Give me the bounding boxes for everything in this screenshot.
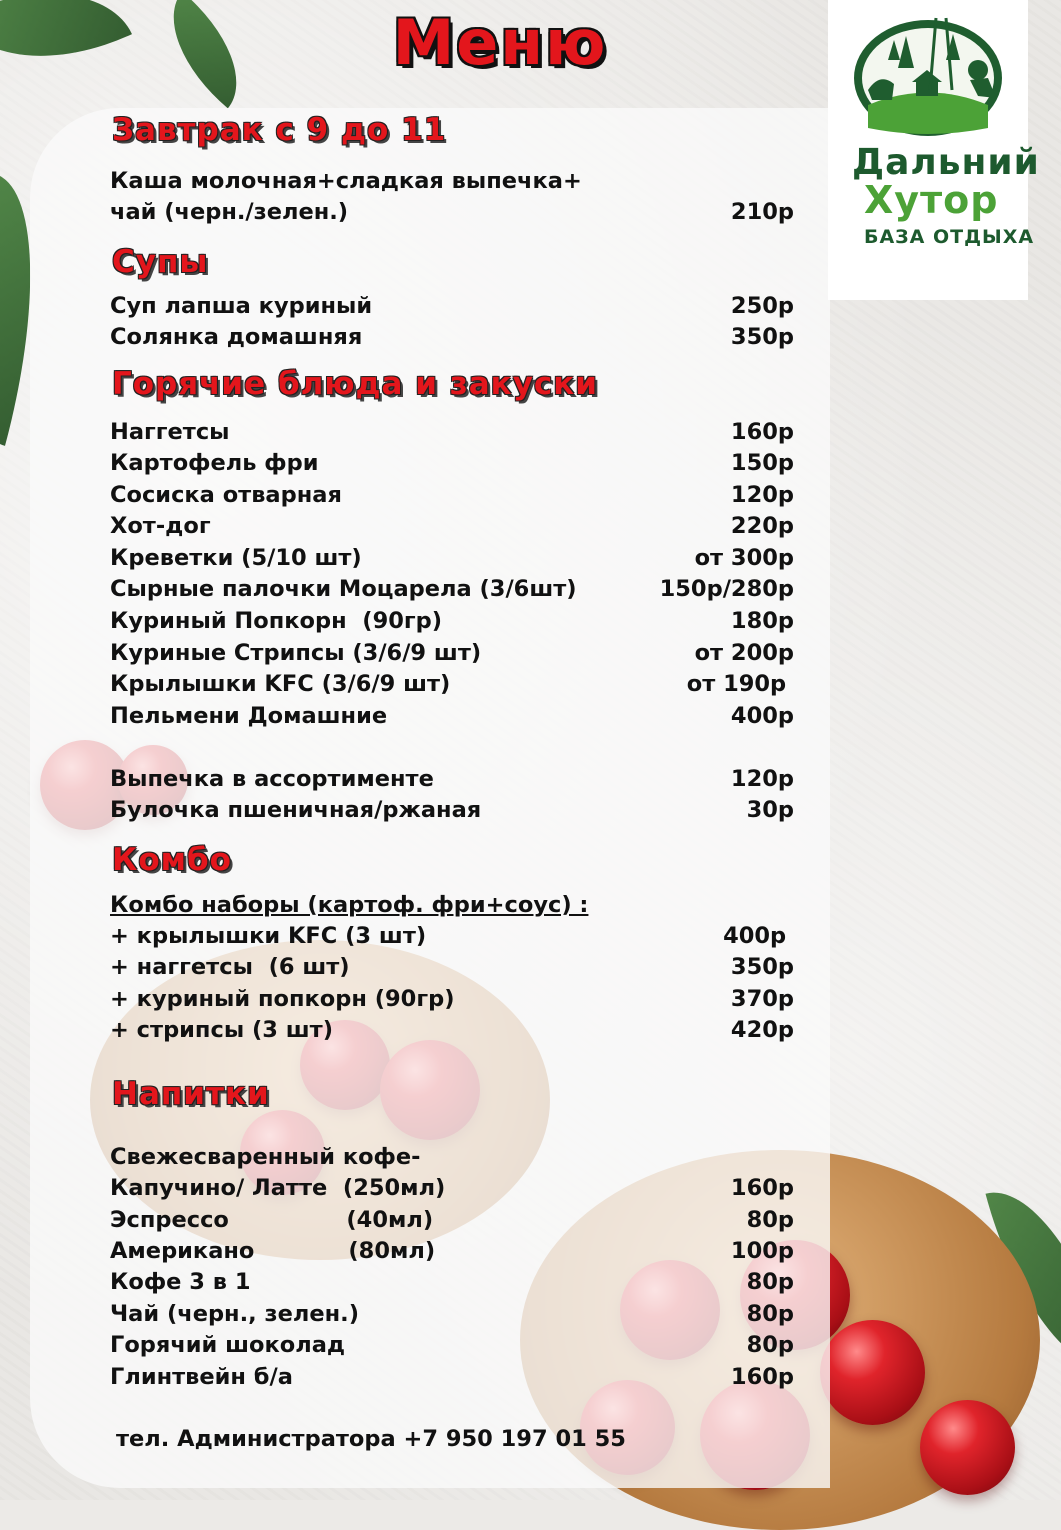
menu-item [110,1299,794,1330]
item-name: Сосиска отварная [110,482,342,508]
menu-item [110,1015,794,1046]
menu-item [110,1267,794,1298]
item-price: 370р [730,986,794,1012]
combo-subtitle: Комбо наборы (картоф. фри+соус) : [110,892,589,918]
menu-item [110,417,794,448]
menu-item [110,448,794,479]
item-price: 160р [730,419,794,445]
cherry-decoration [920,1400,1015,1495]
item-name: + куриный попкорн (90гр) [110,986,455,1012]
item-price: 350р [730,954,794,980]
section-title-hot: Горячие блюда и закуски [112,366,599,402]
item-name: Капучино/ Латте (250мл) [110,1175,446,1201]
item-price: 250р [730,293,794,319]
menu-item [110,574,794,605]
item-name: Солянка домашняя [110,324,363,350]
menu-item [110,291,794,322]
item-name: Крылышки KFC (3/6/9 шт) [110,671,451,697]
item-price: 120р [730,482,794,508]
logo-text-line2: Хутор [864,178,999,222]
item-name: Сырные палочки Моцарела (3/6шт) [110,576,577,602]
item-price: 80р [746,1207,794,1233]
item-name: Горячий шоколад [110,1332,346,1358]
menu-item [110,764,794,795]
item-name: Свежесваренный кофе- [110,1144,421,1170]
item-price: 400р [723,923,794,949]
section-title-drinks: Напитки [112,1076,270,1112]
item-price: 150р [730,450,794,476]
menu-item [110,984,794,1015]
item-price: 80р [746,1269,794,1295]
item-price: от 200р [694,640,794,666]
item-price: 350р [730,324,794,350]
footer-phone: тел. Администратора +7 950 197 01 55 [116,1426,626,1452]
item-name: Картофель фри [110,450,319,476]
item-name: Куриный Попкорн (90гр) [110,608,443,634]
item-name: Креветки (5/10 шт) [110,545,362,571]
logo-text-line3: БАЗА ОТДЫХА [864,226,1035,248]
item-name: + стрипсы (3 шт) [110,1017,333,1043]
item-name: чай (черн./зелен.) [110,199,349,225]
item-price: 100р [730,1238,794,1264]
menu-item [110,197,794,228]
item-name: Куриные Стрипсы (3/6/9 шт) [110,640,482,666]
item-price: 220р [730,513,794,539]
item-name: Эспрессо (40мл) [110,1207,434,1233]
menu-item [110,1205,794,1236]
item-name: Пельмени Домашние [110,703,388,729]
item-price: 30р [746,797,794,823]
item-price: 400р [730,703,794,729]
menu-item [110,322,794,353]
menu-item [110,638,794,669]
menu-item [110,1173,794,1204]
menu-item [110,511,794,542]
cherry-decoration [820,1320,925,1425]
menu-item [110,1142,794,1173]
item-price: 160р [730,1175,794,1201]
menu-item [110,795,794,826]
item-name: + наггетсы (6 шт) [110,954,350,980]
section-title-combo: Комбо [112,842,232,878]
item-price: 150р/280р [659,576,794,602]
menu-item [110,701,794,732]
item-price: 420р [730,1017,794,1043]
item-name: Кофе 3 в 1 [110,1269,251,1295]
item-name: Хот-дог [110,513,211,539]
item-name: Чай (черн., зелен.) [110,1301,359,1327]
item-name: Наггетсы [110,419,230,445]
item-price: 80р [746,1301,794,1327]
item-price: 160р [730,1364,794,1390]
item-name: Выпечка в ассортименте [110,766,434,792]
item-name: Американо (80мл) [110,1238,436,1264]
item-name: + крылышки KFC (3 шт) [110,923,427,949]
item-name: Суп лапша куриный [110,293,373,319]
menu-item [110,166,794,197]
item-price: 80р [746,1332,794,1358]
item-name: Каша молочная+сладкая выпечка+ [110,168,582,194]
menu-item [110,921,794,952]
menu-item [110,1362,794,1393]
item-name: Булочка пшеничная/ржаная [110,797,482,823]
combo-subtitle-row [110,890,794,921]
menu-item [110,1236,794,1267]
section-title-breakfast: Завтрак с 9 до 11 [112,112,447,148]
page-title: Меню [392,6,608,79]
item-price: 180р [730,608,794,634]
item-price: от 300р [694,545,794,571]
menu-item [110,606,794,637]
menu-item [110,952,794,983]
item-name: Глинтвейн б/а [110,1364,293,1390]
item-price: 120р [730,766,794,792]
menu-item [110,543,794,574]
menu-item [110,1330,794,1361]
item-price: 210р [730,199,794,225]
logo-text-line1: Дальний [852,142,1040,183]
section-title-soups: Супы [112,244,209,280]
menu-item [110,669,794,700]
menu-item [110,480,794,511]
item-price: от 190р [686,671,794,697]
